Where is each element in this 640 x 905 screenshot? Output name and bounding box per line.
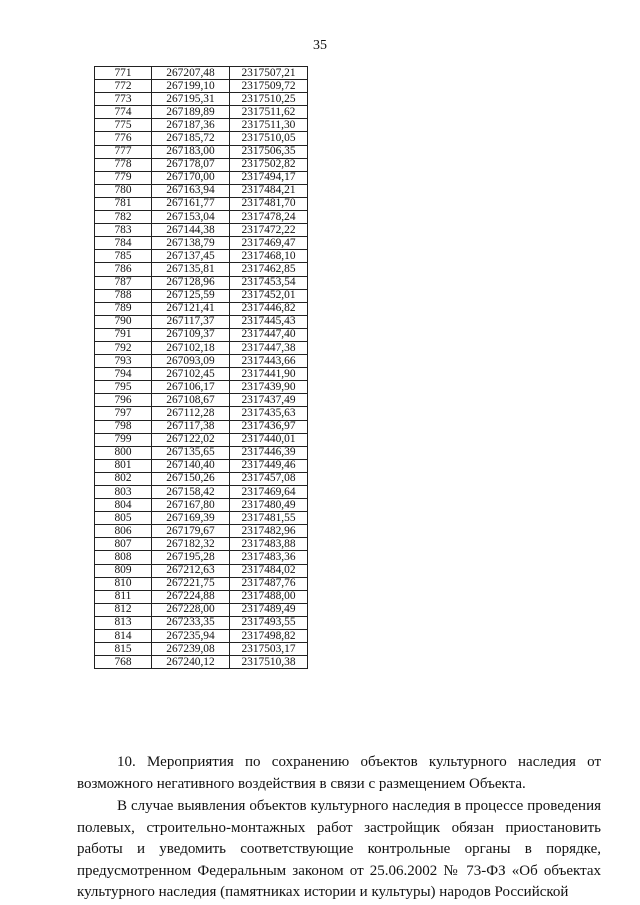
point-number-cell: 781: [95, 197, 152, 210]
x-coordinate-cell: 267240,12: [152, 656, 230, 669]
x-coordinate-cell: 267109,37: [152, 328, 230, 341]
y-coordinate-cell: 2317507,21: [230, 67, 308, 80]
point-number-cell: 793: [95, 355, 152, 368]
y-coordinate-cell: 2317498,82: [230, 630, 308, 643]
x-coordinate-cell: 267178,07: [152, 158, 230, 171]
table-row: [95, 237, 308, 250]
table-row: [95, 355, 308, 368]
x-coordinate-cell: 267182,32: [152, 538, 230, 551]
point-number-cell: 797: [95, 407, 152, 420]
y-coordinate-cell: 2317487,76: [230, 577, 308, 590]
y-coordinate-cell: 2317481,70: [230, 197, 308, 210]
point-number-cell: 804: [95, 499, 152, 512]
y-coordinate-cell: 2317482,96: [230, 525, 308, 538]
point-number-cell: 773: [95, 93, 152, 106]
table-row: [95, 289, 308, 302]
table-row: [95, 486, 308, 499]
x-coordinate-cell: 267185,72: [152, 132, 230, 145]
x-coordinate-cell: 267138,79: [152, 237, 230, 250]
point-number-cell: 787: [95, 276, 152, 289]
table-row: [95, 67, 308, 80]
x-coordinate-cell: 267121,41: [152, 302, 230, 315]
paragraph-line-1: 10. Мероприятия по сохранению объектов культурного наследия от: [117, 754, 601, 770]
point-number-cell: 772: [95, 80, 152, 93]
table-row: [95, 630, 308, 643]
paragraph-line-2: возможного негативного воздействия в связи с размещением Объекта.: [77, 775, 526, 792]
y-coordinate-cell: 2317494,17: [230, 171, 308, 184]
x-coordinate-cell: 267169,39: [152, 512, 230, 525]
point-number-cell: 814: [95, 630, 152, 643]
y-coordinate-cell: 2317449,46: [230, 459, 308, 472]
point-number-cell: 784: [95, 237, 152, 250]
y-coordinate-cell: 2317489,49: [230, 603, 308, 616]
point-number-cell: 775: [95, 119, 152, 132]
table-row: [95, 603, 308, 616]
y-coordinate-cell: 2317446,39: [230, 446, 308, 459]
table-row: [95, 577, 308, 590]
table-row: [95, 315, 308, 328]
table-row: [95, 197, 308, 210]
y-coordinate-cell: 2317469,64: [230, 486, 308, 499]
table-row: [95, 171, 308, 184]
point-number-cell: 801: [95, 459, 152, 472]
y-coordinate-cell: 2317468,10: [230, 250, 308, 263]
x-coordinate-cell: 267125,59: [152, 289, 230, 302]
point-number-cell: 780: [95, 184, 152, 197]
y-coordinate-cell: 2317484,21: [230, 184, 308, 197]
table-row: [95, 499, 308, 512]
point-number-cell: 812: [95, 603, 152, 616]
x-coordinate-cell: 267108,67: [152, 394, 230, 407]
point-number-cell: 805: [95, 512, 152, 525]
table-row: [95, 132, 308, 145]
y-coordinate-cell: 2317453,54: [230, 276, 308, 289]
table-row: [95, 407, 308, 420]
y-coordinate-cell: 2317503,17: [230, 643, 308, 656]
x-coordinate-cell: 267135,65: [152, 446, 230, 459]
x-coordinate-cell: 267189,89: [152, 106, 230, 119]
y-coordinate-cell: 2317511,62: [230, 106, 308, 119]
table-row: [95, 394, 308, 407]
y-coordinate-cell: 2317447,38: [230, 341, 308, 354]
point-number-cell: 810: [95, 577, 152, 590]
y-coordinate-cell: 2317502,82: [230, 158, 308, 171]
point-number-cell: 803: [95, 486, 152, 499]
x-coordinate-cell: 267207,48: [152, 67, 230, 80]
point-number-cell: 792: [95, 341, 152, 354]
y-coordinate-cell: 2317510,25: [230, 93, 308, 106]
x-coordinate-cell: 267093,09: [152, 355, 230, 368]
table-row: [95, 381, 308, 394]
point-number-cell: 768: [95, 656, 152, 669]
x-coordinate-cell: 267233,35: [152, 616, 230, 629]
x-coordinate-cell: 267117,38: [152, 420, 230, 433]
point-number-cell: 806: [95, 525, 152, 538]
y-coordinate-cell: 2317441,90: [230, 368, 308, 381]
point-number-cell: 771: [95, 67, 152, 80]
x-coordinate-cell: 267235,94: [152, 630, 230, 643]
x-coordinate-cell: 267117,37: [152, 315, 230, 328]
y-coordinate-cell: 2317493,55: [230, 616, 308, 629]
table-row: [95, 302, 308, 315]
table-row: [95, 512, 308, 525]
point-number-cell: 800: [95, 446, 152, 459]
x-coordinate-cell: 267163,94: [152, 184, 230, 197]
point-number-cell: 778: [95, 158, 152, 171]
x-coordinate-cell: 267170,00: [152, 171, 230, 184]
point-number-cell: 789: [95, 302, 152, 315]
table-row: [95, 590, 308, 603]
x-coordinate-cell: 267183,00: [152, 145, 230, 158]
table-row: [95, 211, 308, 224]
x-coordinate-cell: 267187,36: [152, 119, 230, 132]
y-coordinate-cell: 2317435,63: [230, 407, 308, 420]
table-row: [95, 564, 308, 577]
y-coordinate-cell: 2317483,36: [230, 551, 308, 564]
table-row: [95, 446, 308, 459]
table-row: [95, 538, 308, 551]
page-number: 35: [313, 38, 327, 53]
x-coordinate-cell: 267144,38: [152, 224, 230, 237]
table-row: [95, 459, 308, 472]
y-coordinate-cell: 2317457,08: [230, 472, 308, 485]
x-coordinate-cell: 267228,00: [152, 603, 230, 616]
body-paragraph: В случае выявления объектов культурного наследия в процессе проведения полевых, строительно-монтажных работ застройщик обязан приостановить работы и уведомить соответствующие контрольные органы в порядке, предусмотренном Федеральным законом от 25.06.2002 № 73-ФЗ «Об объектах культурного наследия (памятниках истории и культуры) народов Российской: [77, 798, 601, 900]
table-row: [95, 420, 308, 433]
x-coordinate-cell: 267106,17: [152, 381, 230, 394]
point-number-cell: 785: [95, 250, 152, 263]
y-coordinate-cell: 2317481,55: [230, 512, 308, 525]
point-number-cell: 786: [95, 263, 152, 276]
y-coordinate-cell: 2317440,01: [230, 433, 308, 446]
table-row: [95, 643, 308, 656]
x-coordinate-cell: 267140,40: [152, 459, 230, 472]
point-number-cell: 776: [95, 132, 152, 145]
x-coordinate-cell: 267150,26: [152, 472, 230, 485]
x-coordinate-cell: 267161,77: [152, 197, 230, 210]
point-number-cell: 802: [95, 472, 152, 485]
point-number-cell: 815: [95, 643, 152, 656]
point-number-cell: 799: [95, 433, 152, 446]
y-coordinate-cell: 2317509,72: [230, 80, 308, 93]
x-coordinate-cell: 267195,31: [152, 93, 230, 106]
point-number-cell: 779: [95, 171, 152, 184]
y-coordinate-cell: 2317483,88: [230, 538, 308, 551]
point-number-cell: 790: [95, 315, 152, 328]
table-row: [95, 119, 308, 132]
y-coordinate-cell: 2317439,90: [230, 381, 308, 394]
x-coordinate-cell: 267135,81: [152, 263, 230, 276]
table-row: [95, 472, 308, 485]
table-row: [95, 224, 308, 237]
point-number-cell: 807: [95, 538, 152, 551]
table-row: [95, 616, 308, 629]
x-coordinate-cell: 267153,04: [152, 211, 230, 224]
table-row: [95, 184, 308, 197]
point-number-cell: 811: [95, 590, 152, 603]
point-number-cell: 798: [95, 420, 152, 433]
table-row: [95, 263, 308, 276]
point-number-cell: 809: [95, 564, 152, 577]
point-number-cell: 796: [95, 394, 152, 407]
table-row: [95, 145, 308, 158]
table-row: [95, 250, 308, 263]
x-coordinate-cell: 267102,45: [152, 368, 230, 381]
table-row: [95, 328, 308, 341]
x-coordinate-cell: 267195,28: [152, 551, 230, 564]
table-row: [95, 93, 308, 106]
table-row: [95, 656, 308, 669]
x-coordinate-cell: 267199,10: [152, 80, 230, 93]
coordinates-table-body: [95, 67, 308, 669]
y-coordinate-cell: 2317510,38: [230, 656, 308, 669]
x-coordinate-cell: 267224,88: [152, 590, 230, 603]
y-coordinate-cell: 2317437,49: [230, 394, 308, 407]
y-coordinate-cell: 2317484,02: [230, 564, 308, 577]
y-coordinate-cell: 2317447,40: [230, 328, 308, 341]
table-row: [95, 80, 308, 93]
y-coordinate-cell: 2317443,66: [230, 355, 308, 368]
x-coordinate-cell: 267112,28: [152, 407, 230, 420]
table-row: [95, 106, 308, 119]
y-coordinate-cell: 2317510,05: [230, 132, 308, 145]
table-row: [95, 551, 308, 564]
table-row: [95, 368, 308, 381]
point-number-cell: 788: [95, 289, 152, 302]
point-number-cell: 794: [95, 368, 152, 381]
table-row: [95, 158, 308, 171]
x-coordinate-cell: 267167,80: [152, 499, 230, 512]
point-number-cell: 808: [95, 551, 152, 564]
point-number-cell: 777: [95, 145, 152, 158]
point-number-cell: 791: [95, 328, 152, 341]
x-coordinate-cell: 267179,67: [152, 525, 230, 538]
point-number-cell: 774: [95, 106, 152, 119]
point-number-cell: 813: [95, 616, 152, 629]
y-coordinate-cell: 2317472,22: [230, 224, 308, 237]
section-10-heading-paragraph: [77, 752, 601, 795]
x-coordinate-cell: 267158,42: [152, 486, 230, 499]
y-coordinate-cell: 2317462,85: [230, 263, 308, 276]
y-coordinate-cell: 2317478,24: [230, 211, 308, 224]
y-coordinate-cell: 2317452,01: [230, 289, 308, 302]
y-coordinate-cell: 2317446,82: [230, 302, 308, 315]
y-coordinate-cell: 2317511,30: [230, 119, 308, 132]
x-coordinate-cell: 267212,63: [152, 564, 230, 577]
point-number-cell: 782: [95, 211, 152, 224]
x-coordinate-cell: 267137,45: [152, 250, 230, 263]
table-row: [95, 341, 308, 354]
y-coordinate-cell: 2317469,47: [230, 237, 308, 250]
x-coordinate-cell: 267239,08: [152, 643, 230, 656]
x-coordinate-cell: 267221,75: [152, 577, 230, 590]
x-coordinate-cell: 267122,02: [152, 433, 230, 446]
point-number-cell: 795: [95, 381, 152, 394]
table-row: [95, 276, 308, 289]
y-coordinate-cell: 2317488,00: [230, 590, 308, 603]
y-coordinate-cell: 2317480,49: [230, 499, 308, 512]
y-coordinate-cell: 2317436,97: [230, 420, 308, 433]
y-coordinate-cell: 2317445,43: [230, 315, 308, 328]
x-coordinate-cell: 267102,18: [152, 341, 230, 354]
table-row: [95, 525, 308, 538]
x-coordinate-cell: 267128,96: [152, 276, 230, 289]
y-coordinate-cell: 2317506,35: [230, 145, 308, 158]
point-number-cell: 783: [95, 224, 152, 237]
coordinates-table: [94, 66, 308, 669]
table-row: [95, 433, 308, 446]
